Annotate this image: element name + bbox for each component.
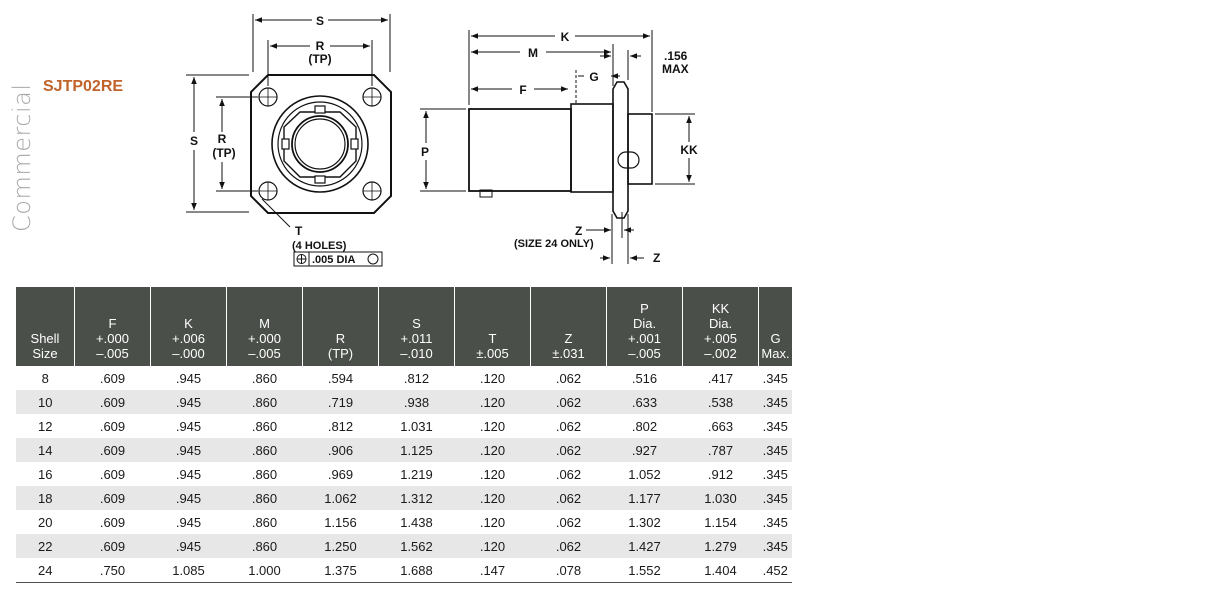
cell-m: .860	[227, 486, 303, 510]
cell-k: .945	[175, 514, 202, 530]
cell-kk: .787	[683, 438, 759, 462]
cell-t: .120	[455, 438, 531, 462]
cell-m: .860	[227, 534, 303, 558]
dim-g: G	[589, 70, 599, 84]
cell-g: .452	[759, 558, 793, 583]
dim-max-value: .156	[664, 49, 688, 63]
cell-kk: .663	[707, 418, 734, 434]
cell-m: .860	[251, 418, 278, 434]
cell-p: 1.427	[607, 534, 683, 558]
table-row	[16, 534, 792, 558]
cell-m: .860	[227, 438, 303, 462]
dim-k: K	[560, 30, 570, 44]
tolerance-callout: .005 DIA	[312, 254, 356, 266]
body	[469, 109, 571, 191]
side-dimensions	[420, 30, 695, 264]
cell-r: .812	[327, 418, 354, 434]
table-row	[16, 510, 792, 534]
cell-g: .345	[759, 486, 793, 510]
cell-shell-size: 8	[41, 370, 49, 386]
cell-shell-size: 20	[38, 514, 53, 530]
shoulder	[571, 104, 613, 192]
cell-p: .927	[607, 438, 683, 462]
cell-f: .609	[75, 438, 151, 462]
part-number: SJTP02RE	[43, 78, 124, 95]
cell-f: .609	[99, 514, 126, 530]
cell-z: .062	[531, 534, 607, 558]
cell-p: .516	[631, 370, 658, 386]
cell-r: 1.156	[324, 514, 357, 530]
cell-kk: 1.030	[683, 486, 759, 510]
cell-kk: .912	[707, 466, 734, 482]
cell-m: .860	[251, 370, 278, 386]
cell-k: .945	[151, 534, 227, 558]
cell-t: .120	[479, 418, 506, 434]
cell-f: .750	[75, 558, 151, 583]
cell-s: 1.031	[400, 418, 433, 434]
dim-p: P	[420, 145, 430, 159]
cell-kk: .417	[707, 370, 734, 386]
table-row	[16, 486, 792, 510]
cell-s: 1.219	[400, 466, 433, 482]
cell-shell-size: 16	[38, 466, 53, 482]
cell-p: .802	[631, 418, 658, 434]
cell-z: .078	[531, 558, 607, 583]
cell-f: .609	[99, 466, 126, 482]
dim-s-top: S	[315, 14, 325, 28]
cell-m: .860	[251, 466, 278, 482]
cell-f: .609	[75, 534, 151, 558]
cell-f: .609	[75, 390, 151, 414]
cell-m: .860	[227, 390, 303, 414]
cell-p: 1.302	[628, 514, 661, 530]
cell-g: .345	[759, 534, 793, 558]
table-row	[16, 462, 792, 486]
cell-z: .062	[531, 390, 607, 414]
dim-r-top: R	[315, 39, 325, 53]
header-kk: KK Dia. +.005 –.002	[683, 287, 759, 366]
side-flange	[613, 82, 628, 218]
dim-r-left-tp: (TP)	[212, 146, 236, 160]
dim-z: Z	[575, 224, 583, 238]
dim-z-bottom: Z	[653, 251, 661, 265]
cell-t: .120	[479, 514, 506, 530]
cell-p: 1.052	[628, 466, 661, 482]
header-s: S +.011 –.010	[379, 287, 455, 366]
dimensions-table	[16, 287, 792, 583]
cell-m: 1.000	[227, 558, 303, 583]
dim-m: M	[528, 46, 538, 60]
cell-g: .345	[759, 438, 793, 462]
cell-t: .147	[455, 558, 531, 583]
table-row	[16, 558, 792, 583]
cell-k: .945	[175, 418, 202, 434]
cell-k: .945	[151, 486, 227, 510]
header-g: G Max.	[759, 287, 793, 366]
dim-t: T	[295, 224, 303, 238]
cell-g: .345	[759, 390, 793, 414]
cell-k: .945	[175, 466, 202, 482]
cell-r: 1.375	[303, 558, 379, 583]
side-label: Commercial	[8, 83, 36, 232]
cell-r: .906	[303, 438, 379, 462]
cell-r: .969	[327, 466, 354, 482]
table-row	[16, 438, 792, 462]
cell-t: .120	[455, 486, 531, 510]
cell-shell-size: 22	[16, 534, 75, 558]
table-header-row	[16, 287, 792, 366]
cell-g: .345	[762, 514, 788, 530]
dim-kk: KK	[680, 143, 698, 157]
cell-p: 1.552	[607, 558, 683, 583]
cell-shell-size: 10	[16, 390, 75, 414]
cell-s: .938	[379, 390, 455, 414]
cell-k: .945	[151, 390, 227, 414]
cell-r: .594	[327, 370, 354, 386]
cell-s: 1.125	[379, 438, 455, 462]
dim-f: F	[519, 83, 527, 97]
cell-s: 1.688	[379, 558, 455, 583]
cell-s: 1.438	[400, 514, 433, 530]
cell-shell-size: 12	[38, 418, 53, 434]
connector-drawing	[0, 0, 800, 280]
cell-kk: 1.404	[683, 558, 759, 583]
cell-r: 1.062	[303, 486, 379, 510]
cell-z: .062	[555, 418, 582, 434]
cell-g: .345	[762, 418, 788, 434]
table-row	[16, 390, 792, 414]
cell-kk: 1.154	[704, 514, 737, 530]
cell-t: .120	[479, 370, 506, 386]
header-t: T ±.005	[455, 287, 531, 366]
cell-p: .633	[607, 390, 683, 414]
dim-r-left: R	[217, 132, 227, 146]
cell-k: 1.085	[151, 558, 227, 583]
cell-g: .345	[762, 466, 788, 482]
cell-shell-size: 18	[16, 486, 75, 510]
cell-k: .945	[175, 370, 202, 386]
side-view	[469, 82, 652, 218]
header-r: R (TP)	[303, 287, 379, 366]
front-view	[251, 75, 391, 213]
cell-z: .062	[531, 438, 607, 462]
cell-kk: 1.279	[683, 534, 759, 558]
cell-s: .812	[403, 370, 430, 386]
cell-f: .609	[75, 486, 151, 510]
cell-m: .860	[251, 514, 278, 530]
cell-shell-size: 24	[16, 558, 75, 583]
header-shell-size: Shell Size	[16, 287, 75, 366]
cell-shell-size: 14	[16, 438, 75, 462]
cell-f: .609	[99, 370, 126, 386]
header-p: P Dia. +.001 –.005	[607, 287, 683, 366]
dim-z-note: (SIZE 24 ONLY)	[514, 238, 594, 250]
cell-k: .945	[151, 438, 227, 462]
cell-p: 1.177	[607, 486, 683, 510]
header-z: Z ±.031	[531, 287, 607, 366]
cell-z: .062	[555, 514, 582, 530]
cell-z: .062	[555, 370, 582, 386]
table-row	[16, 366, 792, 390]
cell-z: .062	[531, 486, 607, 510]
cell-r: .719	[303, 390, 379, 414]
cell-s: 1.312	[379, 486, 455, 510]
cell-z: .062	[555, 466, 582, 482]
dim-s-left: S	[189, 134, 199, 148]
dim-max-word: MAX	[662, 62, 689, 76]
cell-r: 1.250	[303, 534, 379, 558]
rear-boss	[628, 114, 652, 184]
cell-t: .120	[479, 466, 506, 482]
cell-g: .345	[762, 370, 788, 386]
cell-t: .120	[455, 534, 531, 558]
cell-kk: .538	[683, 390, 759, 414]
header-m: M +.000 –.005	[227, 287, 303, 366]
cell-t: .120	[455, 390, 531, 414]
dim-r-top-tp: (TP)	[308, 52, 332, 66]
cell-s: 1.562	[379, 534, 455, 558]
insert-face	[292, 116, 348, 172]
dim-t-holes: (4 HOLES)	[292, 240, 347, 252]
header-k: K +.006 –.000	[151, 287, 227, 366]
header-f: F +.000 –.005	[75, 287, 151, 366]
cell-f: .609	[99, 418, 126, 434]
table-row	[16, 414, 792, 438]
